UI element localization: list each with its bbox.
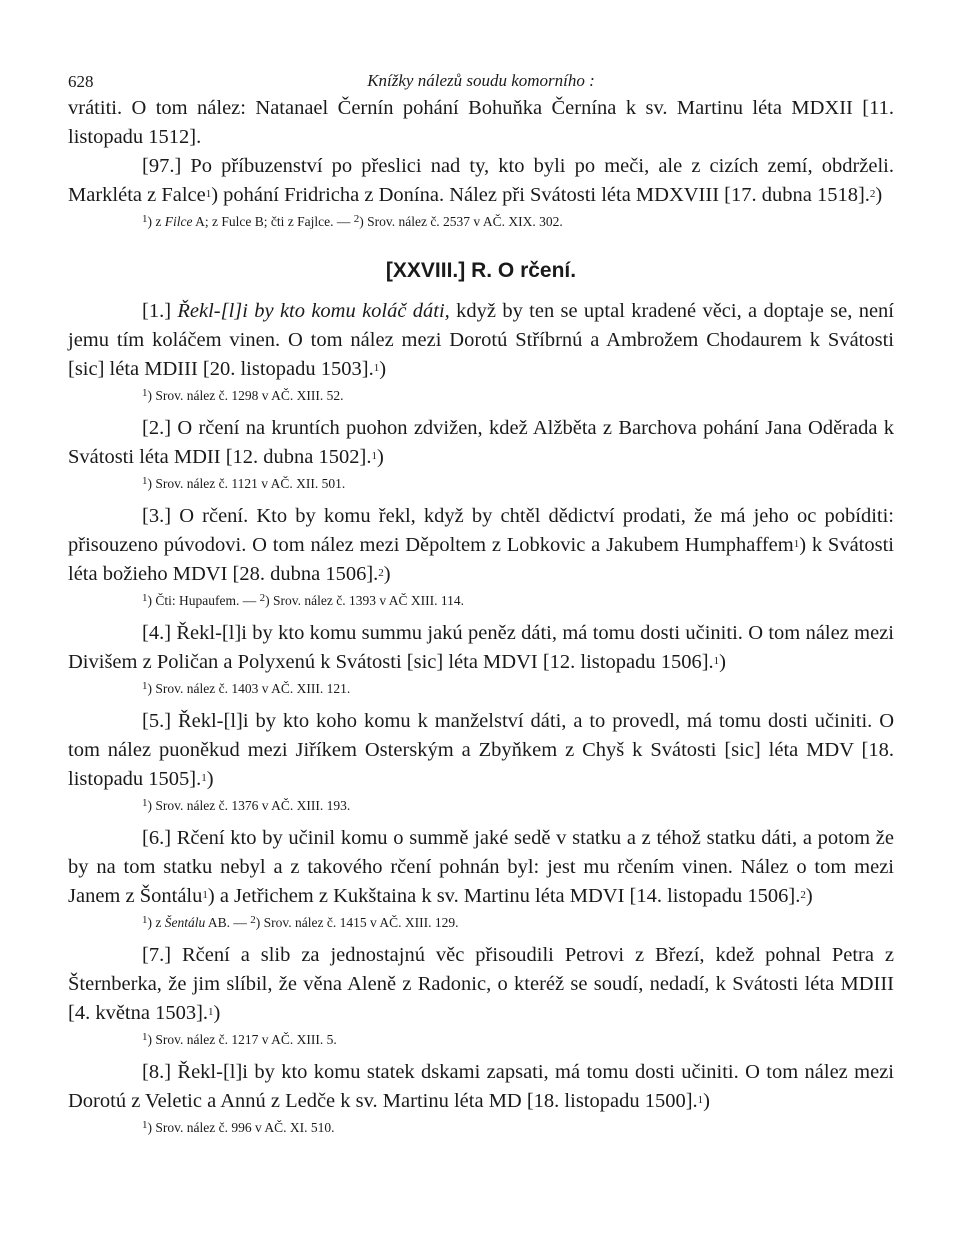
page-header xyxy=(68,60,894,94)
entry-3: [3.] O rčení. Kto by komu řekl, když by chtěl dědictví prodati, že má jeho oc pobíditi: přisouzeno púvodovi. O tom nález mezi Děpoltem z Lobkovic a Jakubem Humphaffem$^1$) k Svátosti léta božieho MDVI [28. dubna 1506].$^2$) xyxy=(68,505,895,585)
footnote-entry-1: $^1$) Srov. nález č. 1298 v AČ. XIII. 52. xyxy=(142,386,344,403)
footnote-entry-8: $^1$) Srov. nález č. 996 v AČ. XI. 510. xyxy=(142,1118,335,1135)
entry-2: [2.] O rčení na kruntích puohon zdvižen, kdež Alžběta z Barchova pohání Jana Oděrada k Svátosti léta MDII [12. dubna 1502].$^1$) xyxy=(68,417,894,468)
footnote-entry-7: $^1$) Srov. nález č. 1217 v AČ. XIII. 5. xyxy=(142,1030,337,1047)
entry-4: [4.] Řekl-[l]i by kto komu summu jakú peněz dáti, má tomu dosti učiniti. O tom nález mezi Divišem z Poličan a Polyxenú k Svátosti [sic] léta MDVI [12. listopadu 1506].$^1$) xyxy=(68,622,894,673)
entry-1: [1.] Řekl-[l]i by kto komu koláč dáti, když by ten se uptal kradené věci, a doptaje se, není jemu tím koláčem vinen. O tom nález mezi Dorotú Stříbrnú a Ambrožem Chodaurem k Svátosti [sic] léta MDIII [20. listopadu 1503].$^1$) xyxy=(68,300,894,380)
paragraph-continuation: vrátiti. O tom nález: Natanael Černín pohání Bohuňka Černína k sv. Martinu léta MDXII [11. listopadu 1512]. xyxy=(68,97,894,148)
entry-8: [8.] Řekl-[l]i by kto komu statek dskami zapsati, má tomu dosti učiniti. O tom nález mezi Dorotú z Veletic a Annú z Ledče k sv. Martinu léta MD [18. listopadu 1500].$^1$) xyxy=(68,1061,894,1112)
paragraph-97: [97.] Po příbuzenství po přeslici nad ty, kto byli po meči, ale z cizích zemí, obdrželi. Markléta z Falce$^1$) pohání Fridricha z Donína. Nález při Svátosti léta MDXVIII [17. dubna 1518].$^2$) xyxy=(68,155,894,206)
footnote-entry-6: $^1$) z Šentálu AB. — $^2$) Srov. nález č. 1415 v AČ. XIII. 129. xyxy=(142,913,459,930)
entry-6: [6.] Rčení kto by učinil komu o summě jaké sedě v statku a z téhož statku dáti, a potom že by na tom statku nebyl a z takového rčení pohnán byl: jest mu rčením vinen. Nález o tom mezi Janem z Šontálu$^1$) a Jetřichem z Kukštaina k sv. Martinu léta MDVI [14. listopadu 1506].$^2$) xyxy=(68,827,894,907)
footnote-entry-4: $^1$) Srov. nález č. 1403 v AČ. XIII. 121. xyxy=(142,679,351,696)
footnote-entry-5: $^1$) Srov. nález č. 1376 v AČ. XIII. 193. xyxy=(142,796,351,813)
entry-7: [7.] Rčení a slib za jednostajnú věc přisoudili Petrovi z Březí, kdež pohnal Petra z Šternberka, že jim slíbil, že věna Aleně z Radonic, o kteréž se soudí, nedadí, k Svátosti léta MDIII [4. května 1503].$^1$) xyxy=(68,944,894,1024)
document-page xyxy=(68,60,894,1146)
entry-4-block xyxy=(68,619,894,698)
footnote-entry-2: $^1$) Srov. nález č. 1121 v AČ. XII. 501. xyxy=(142,474,346,491)
footnote-entry-3: $^1$) Čti: Hupaufem. — $^2$) Srov. nález č. 1393 v AČ XIII. 114. xyxy=(142,591,464,608)
section-title: [XXVIII.] R. O rčení. xyxy=(385,259,577,282)
running-title: Knížky nálezů soudu komorního : xyxy=(367,71,595,90)
page-number: 628 xyxy=(68,72,94,91)
entry-5: [5.] Řekl-[l]i by kto koho komu k manželství dáti, a to provedl, má tomu dosti učiniti. O tom nález puoněkud mezi Jiříkem Osterským a Zbyňkem z Chyš k Svátosti [sic] léta MDV [18. listopadu 1505].$^1$) xyxy=(68,710,895,790)
footnote-97: $^1$) z Filce A; z Fulce B; čti z Fajlce. — $^2$) Srov. nález č. 2537 v AČ. XIX. 302. xyxy=(142,212,563,229)
